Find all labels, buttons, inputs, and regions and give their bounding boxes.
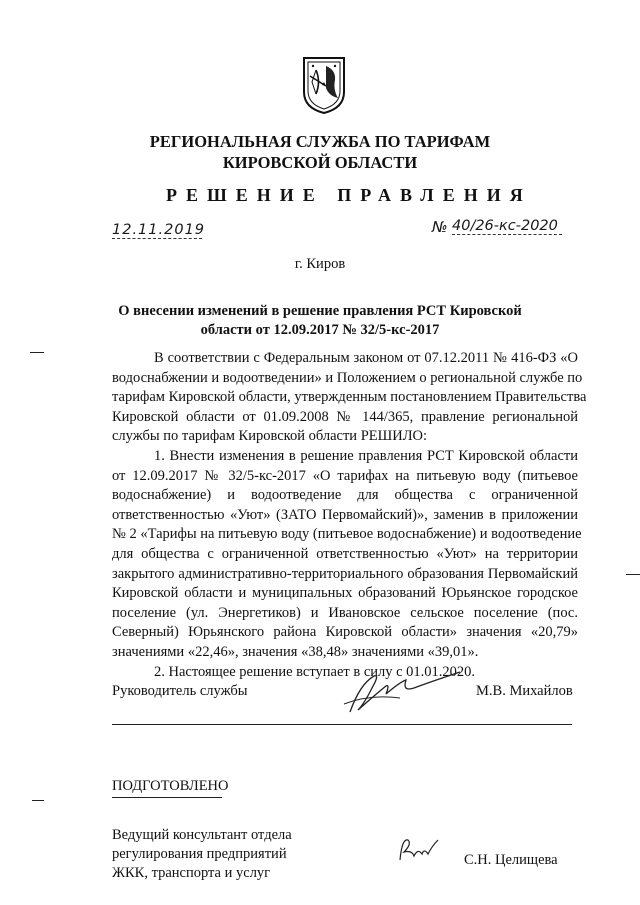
head-name: М.В. Михайлов [476, 683, 573, 699]
coat-of-arms-icon [302, 56, 346, 114]
handwritten-signature-head [330, 664, 470, 724]
consultant-position-line2: регулирования предприятий [112, 846, 287, 862]
body-line: водоснабжении и водоотведении» и Положением о региональной службе по [112, 369, 583, 386]
body-line: Северный) Юрьянского района Кировской области» значения «20,79» [112, 624, 578, 641]
body-line: водоснабжение) и водоотведение для общества с ограниченной [112, 487, 578, 504]
scan-margin-mark [30, 352, 44, 353]
body-line: тарифам Кировской области, утвержденным постановлением Правительства [112, 389, 587, 406]
consultant-name: С.Н. Целищева [464, 852, 558, 868]
scan-margin-mark [32, 800, 44, 801]
body-line: Кировской области от 01.09.2008 № 144/365, правление региональной [112, 408, 578, 425]
document-type-title: РЕШЕНИЕ ПРАВЛЕНИЯ [166, 185, 532, 205]
subject-line2: области от 12.09.2017 № 32/5-кс-2017 [200, 322, 440, 338]
body-line: 2. Настоящее решение вступает в силу с 01.01.2020. [154, 663, 476, 680]
body-line: поселение (ул. Энергетиков) и Ивановское сельское поселение (пос. [112, 604, 578, 621]
document-number-prefix: № [432, 218, 448, 236]
head-position-label: Руководитель службы [112, 683, 248, 699]
prepared-label: ПОДГОТОВЛЕНО [112, 778, 229, 794]
separator-line [112, 724, 572, 725]
body-line: от 12.09.2017 № 32/5-кс-2017 «О тарифах на питьевую воду (питьевое [112, 467, 578, 484]
agency-name-line2: КИРОВСКОЙ ОБЛАСТИ [222, 153, 418, 172]
document-date: 12.11.2019 [112, 222, 206, 238]
scan-margin-mark [626, 574, 640, 575]
prepared-underline [112, 797, 222, 798]
body-line: значениями «22,46», значения «38,48» значениями «39,01». [112, 643, 479, 660]
body-line: для общества с ограниченной ответственностью «Уют» на территории [112, 545, 578, 562]
body-line: Кировской области и муниципальных образований Юрьянское городское [112, 585, 578, 602]
body-line: ответственностью «Уют» (ЗАТО Первомайский)», заменив в приложении [112, 506, 578, 523]
document-number: 40/26-кс-2020 [452, 218, 562, 235]
body-line: службы по тарифам Кировской области РЕШИЛО: [112, 428, 428, 445]
decision-body [112, 349, 587, 682]
consultant-position-line3: ЖКК, транспорта и услуг [112, 865, 271, 881]
handwritten-signature-consultant [394, 830, 444, 868]
body-line: № 2 «Тарифы на питьевую воду (питьевое водоснабжение) и водоотведение [112, 526, 582, 543]
subject-line1: О внесении изменений в решение правления РСТ Кировской [118, 303, 522, 319]
body-line: 1. Внести изменения в решение правления РСТ Кировской области [154, 447, 578, 464]
body-line: закрытого административно-территориального образования Первомайский [112, 565, 578, 582]
body-line: В соответствии с Федеральным законом от 07.12.2011 № 416-ФЗ «О [154, 350, 578, 366]
consultant-position-line1: Ведущий консультант отдела [112, 827, 292, 843]
city-name: г. Киров [294, 256, 346, 272]
agency-name-line1: РЕГИОНАЛЬНАЯ СЛУЖБА ПО ТАРИФАМ [149, 132, 491, 151]
